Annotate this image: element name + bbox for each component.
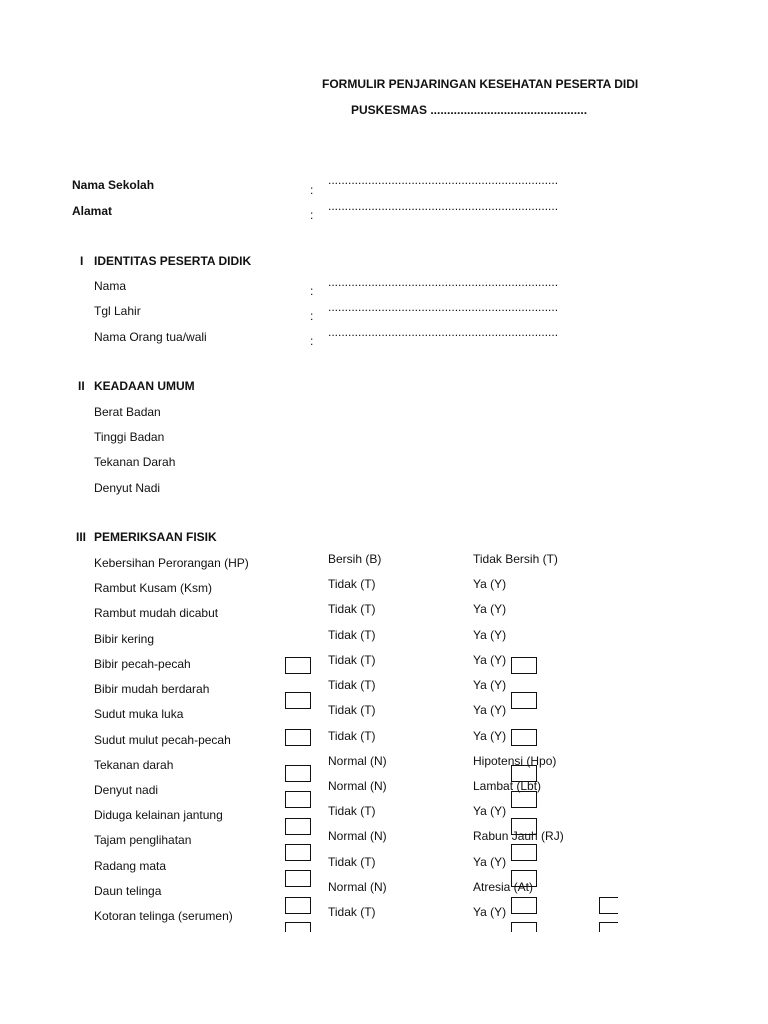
section-title: PEMERIKSAAN FISIK (94, 530, 217, 544)
exam-label: Tekanan darah (94, 758, 174, 772)
section-number: III (76, 530, 87, 544)
checkbox[interactable] (511, 765, 537, 782)
checkbox[interactable] (285, 791, 311, 808)
student-name-field[interactable]: ..................................................................... (328, 275, 559, 289)
student-name-label: Nama (94, 279, 127, 293)
checkbox[interactable] (511, 922, 537, 932)
checkbox[interactable] (285, 765, 311, 782)
option-1: Tidak (T) (328, 653, 376, 667)
colon: : (310, 284, 314, 298)
option-1: Tidak (T) (328, 804, 376, 818)
option-1: Tidak (T) (328, 703, 376, 717)
option-2: Hipotensi (Hpo) (473, 754, 557, 768)
parent-name-field[interactable]: ..................................................................... (328, 325, 559, 339)
checkbox[interactable] (285, 692, 311, 709)
checkbox[interactable] (511, 657, 537, 674)
exam-label: Daun telinga (94, 884, 162, 898)
exam-label: Rambut mudah dicabut (94, 606, 219, 620)
checkbox[interactable] (511, 818, 537, 835)
option-1: Normal (N) (328, 829, 387, 843)
option-1: Tidak (T) (328, 855, 376, 869)
exam-label: Diduga kelainan jantung (94, 808, 223, 822)
checkbox[interactable] (285, 870, 311, 887)
option-2: Ya (Y) (473, 602, 507, 616)
checkbox[interactable] (285, 897, 311, 914)
exam-label: Bibir kering (94, 632, 155, 646)
address-label: Alamat (72, 204, 113, 218)
school-name-label: Nama Sekolah (72, 178, 155, 192)
option-1: Tidak (T) (328, 628, 376, 642)
checkbox[interactable] (511, 870, 537, 887)
exam-label: Bibir pecah-pecah (94, 657, 191, 671)
height-label: Tinggi Badan (94, 430, 165, 444)
checkbox[interactable] (285, 818, 311, 835)
checkbox[interactable] (285, 844, 311, 861)
birth-date-field[interactable]: ..................................................................... (328, 300, 559, 314)
checkbox[interactable] (285, 729, 311, 746)
puskesmas-line: PUSKESMAS ............................................... (351, 103, 588, 117)
option-2: Ya (Y) (473, 703, 507, 717)
option-1: Tidak (T) (328, 905, 376, 919)
option-2: Ya (Y) (473, 729, 507, 743)
option-2: Atresia (At) (473, 880, 534, 894)
exam-label: Tajam penglihatan (94, 833, 192, 847)
option-2: Ya (Y) (473, 905, 507, 919)
colon: : (310, 309, 314, 323)
section-number: II (78, 379, 85, 393)
checkbox[interactable] (511, 692, 537, 709)
option-1: Tidak (T) (328, 678, 376, 692)
colon: : (310, 334, 314, 348)
pulse-label: Denyut Nadi (94, 481, 161, 495)
checkbox[interactable] (599, 922, 618, 932)
checkbox[interactable] (511, 729, 537, 746)
form-title: FORMULIR PENJARINGAN KESEHATAN PESERTA DIDI (322, 77, 639, 91)
option-2: Rabun Jauh (RJ) (473, 829, 564, 843)
option-1: Normal (N) (328, 754, 387, 768)
option-2: Ya (Y) (473, 855, 507, 869)
colon: : (310, 183, 314, 197)
address-field[interactable]: ..................................................................... (328, 199, 559, 213)
checkbox[interactable] (511, 897, 537, 914)
birth-date-label: Tgl Lahir (94, 304, 141, 318)
exam-label: Sudut mulut pecah-pecah (94, 733, 231, 747)
option-1: Tidak (T) (328, 729, 376, 743)
option-2: Lambat (Lbt) (473, 779, 542, 793)
checkbox[interactable] (511, 844, 537, 861)
option-2: Ya (Y) (473, 628, 507, 642)
exam-label: Sudut muka luka (94, 707, 184, 721)
parent-name-label: Nama Orang tua/wali (94, 330, 207, 344)
blood-pressure-label: Tekanan Darah (94, 455, 176, 469)
option-2: Ya (Y) (473, 653, 507, 667)
option-2: Ya (Y) (473, 577, 507, 591)
exam-label: Bibir mudah berdarah (94, 682, 210, 696)
option-1: Tidak (T) (328, 577, 376, 591)
option-1: Tidak (T) (328, 602, 376, 616)
option-1: Normal (N) (328, 779, 387, 793)
weight-label: Berat Badan (94, 405, 161, 419)
option-2: Tidak Bersih (T) (473, 552, 558, 566)
exam-label: Denyut nadi (94, 783, 159, 797)
option-1: Normal (N) (328, 880, 387, 894)
section-number: I (80, 254, 84, 268)
option-1: Bersih (B) (328, 552, 382, 566)
section-title: IDENTITAS PESERTA DIDIK (94, 254, 252, 268)
exam-label: Kebersihan Perorangan (HP) (94, 556, 249, 570)
exam-label: Kotoran telinga (serumen) (94, 909, 233, 923)
section-title: KEADAAN UMUM (94, 379, 195, 393)
exam-label: Rambut Kusam (Ksm) (94, 581, 213, 595)
colon: : (310, 208, 314, 222)
option-2: Ya (Y) (473, 678, 507, 692)
option-2: Ya (Y) (473, 804, 507, 818)
checkbox[interactable] (285, 657, 311, 674)
exam-label: Radang mata (94, 859, 167, 873)
checkbox[interactable] (511, 791, 537, 808)
checkbox[interactable] (285, 922, 311, 932)
school-name-field[interactable]: ..................................................................... (328, 173, 559, 187)
checkbox[interactable] (599, 897, 618, 914)
